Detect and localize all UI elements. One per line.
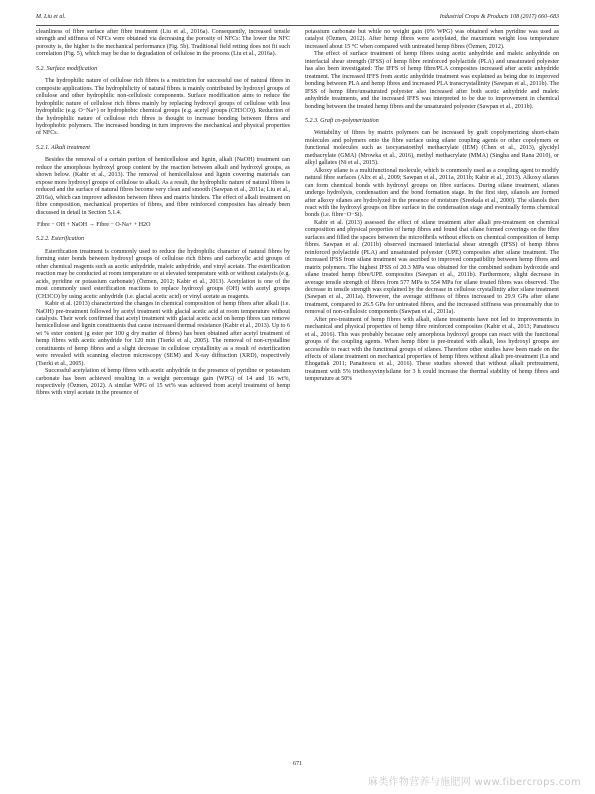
header-journal: Industrial Crops & Products 108 (2017) 660–683 xyxy=(439,14,559,20)
paragraph: Besides the removal of a certain portion of hemicellulose and lignin, alkali (NaOH) treatment can reduce the amorphous hydroxyl group content by the reaction between alkali and hydroxyl groups, as shown below. (Kabir et al., 2013). The removal of hemicellulose and lignin covering materials can expose more hydroxyl groups of cellulose to alkali. As a result, the hydrophilic nature of natural fibres is reduced and the surface of natural fibres become very clean and smooth (Sawpan et al., 2011a; Liu et al., 2016a), which can improve adhesion between fibres and matrix binders. The effect of alkali treatment on fibre composition, mechanical properties of fibres, and fibre reinforced composites has already been discussed in detail in Section 5.1.4. xyxy=(36,157,290,216)
paragraph: Alkoxy silane is a multifunctional molecule, which is commonly used as a coupling agent to modify natural fibre surfaces (Alix et al., 2009; Sawpan et al., 2011a, 2011b; Kabir et al., 2013). Alkoxy silanes can form chemical bonds with hydroxyl groups on fibre surfaces. During silane treatment, silanes undergo hydrolysis, condensation and the bond formation stage. In the first step, silanols are formed after alkoxy silanes are hydrolyzed in the presence of moisture (Sreekala et al., 2000). The silanols then react with the hydroxyl groups on fibre surface in the condensation stage and eventually forms chemical bonds (i.e. fibre−O−Si). xyxy=(305,167,559,219)
paragraph: cleanliness of fibre surface after fibre treatment (Liu et al., 2016a). Consequently, increased tensile strength and stiffness of NFCs were obtained via decreasing the porosity of NFCs: The lower the NFC porosity is, the higher is the mechanical performance (Fig. 5b). Traditional field retting does not fit such correlation (Fig. 5), which may be due to degradation of cellulose in the process (Liu et al., 2016a). xyxy=(36,29,290,58)
paragraph: The hydrophilic nature of cellulose rich fibres is a restriction for successful use of natural fibres in composite applications. The hydrophilicity of natural fibres is mainly contributed by hydroxyl groups of cellulose and other hydrophilic non-cellulosic components. Surface modification aims to reduce the hydrophilic nature of cellulose rich fibres mainly by replacing hydroxyl groups of cellulose with less hydrophilic (e.g. O−Na+) or hydrophobic chemical groups (e.g. acetyl groups (CH3CO)). Reduction of the hydrophilic nature of cellulose rich fibres is thought to increase bonding between fibres and hydrophobic polymers. The increased bonding in turn improves the mechanical and physical properties of NFCs. xyxy=(36,78,290,137)
paragraph: Successful acetylation of hemp fibres with acetic anhydride in the presence of pyridine or potassium carbonate has been achieved resulting in a weight percentage gain (WPG) of 14 and 16 wt%, respectively (Özmen, 2012). A similar WPG of 15 wt% was achieved from acetyl treatment of hemp fibres with vinyl acetate in the presence of xyxy=(36,368,290,397)
section-heading: 5.2.2. Esterification xyxy=(36,236,85,243)
paragraph: Kabir et al. (2013) characterized the changes in chemical composition of hemp fibres after alkali (i.e. NaOH) pre-treatment followed by acetyl treatment with glacial acetic acid at room temperature without catalysts. Their work confirmed that acetyl treatment with glacial acetic acid on hemp fibres can remove hemicellulose and lignin constituents that cause increased thermal resistance (Kabir et al., 2013). Up to 6 wt % ester content (g ester per 100 g dry matter of fibres) has been obtained after acetyl treatment of hemp fibres with acetic anhydride for 120 min (Tserki et al., 2005). The removal of non-crystalline constituents of hemp fibres and a slight decrease in cellulose crystallinity as a result of esterification were revealed with scanning electron microscopy (SEM) and X-ray diffraction (XRD), respectively (Tserki et al., 2005). xyxy=(36,301,290,367)
paragraph: After pre-treatment of hemp fibres with alkali, silane treatments have not led to improvements in mechanical and physical properties of hemp fibre reinforced composites (Kabir et al., 2013; Panaitescu et al., 2016). This was probably because only amorphous hydroxyl groups can react with the functional groups of the coupling agents. When hemp fibre is pre-treated with alkali, less hydroxyl groups are accessible to react with the functional groups of silanes. Therefore other studies have been made on the effects of silane treatment on mechanical properties of hemp fibres without alkali pre-treatment (Lu and Ehogatiak 2011; Panaitescu et al., 2016). These studies showed that without alkali pretreatment, treatment with 5% triethoxyvinylsilane for 3 h could increase the thermal stability of hemp fibres and temperature at 50% xyxy=(305,316,559,383)
section-heading: 5.2.3. Graft co-polymerization xyxy=(305,117,379,124)
paragraph: The effect of surface treatment of hemp fibres using acetic anhydride and maleic anhydride on interfacial shear strength (IFSS) of hemp fibre reinforced polylactide (PLA) and unsaturated polyester has also been investigated: The IFFS of hemp fibre/PLA composites increased after acetic anhydride treatment. The increased IFFS from acetic anhydride treatment was explained as being due to improved bonding between PLA and hemp fibres and increased PLA transcrystallinity (Sawpan et al., 2011b). The IFSS of hemp fibre/unsaturated polyester also increased after both acetic anhydride and maleic anhydride treatments, and the increased IFFS was interpreted to be due to improvement in chemical bonding between the treated hemp fibres and the unsaturated polyester (Sawpan et al., 2011b). xyxy=(305,51,559,110)
equation: Fibre − OH + NaOH → Fibre − O-Na+ + H2O xyxy=(37,221,151,228)
section-heading: 5.2. Surface modification xyxy=(36,65,98,72)
paragraph: potassium carbonate but while no weight gain (0% WPG) was obtained when pyridine was used as catalyst (Özmen, 2012). After hemp fibres were acetylated, the maximum weight loss temperature increased about 15 °C when compared with untreated hemp fibres (Özmen, 2012). xyxy=(305,29,559,50)
page-number: 671 xyxy=(293,761,302,767)
paragraph: Kabir et al. (2013) assessed the effect of silane treatment after alkali pre-treatment on chemical composition and physical properties of hemp fibres and found that silane formed coverings on the fibre surfaces and filled the spaces between the microfibrils without effects on chemical composition of hemp fibres. Sawpan et al. (2011b) observed increased interfacial shear strength (IFSS) of hemp fibres reinforced polylactide (PLA) and unsaturated polyester (UPE) composites after silane treatment. The increased IFSS from silane treatment was ascribed to improved compatibility between hemp fibres and matrix polymers. The highest IFSS of 20.3 MPa was obtained for the combined sodium hydroxide and silane treated hemp fibre/UPE composites (Sawpan et al., 2011b). Furthermore, slight decrease in average tensile strength of fibres from 577 MPa to 554 MPa for silane treated fibres was observed. The decrease in tensile strength was explained by the decrease in cellulose crystallinity after silane treatment (Sawpan et al., 2011a). However, the average stiffness of fibres increased to 29.9 GPa after silane treatment, compared to 26.5 GPa for untreated fibres, and the increased stiffness was presumably due to removal of non-cellulosic components (Sawpan et al., 2011a). xyxy=(305,219,559,316)
running-header xyxy=(36,14,559,20)
watermark: 麻类作物营养与施肥网 www.fibercrops.com xyxy=(368,777,581,788)
header-rule xyxy=(36,25,559,26)
left-column xyxy=(36,29,290,398)
right-column xyxy=(305,29,559,384)
header-authors: M. Liu et al. xyxy=(36,14,66,20)
section-heading: 5.2.1. Alkali treatment xyxy=(36,144,90,151)
paragraph: Wettability of fibres by matrix polymers can be increased by graft copolymerizing short-chain molecules and polymers onto the fibre surface using silane coupling agents or other copolymers or functional molecules such as isocyanatoethyl methacrylate (IEM) (Chen et al., 2013), glycidyl methacrylate (GMA) (Mrowka et al., 2016), methyl methacrylate (MMA) (Singha and Rana 2010), or alkyl gallates (Ni et al., 2015). xyxy=(305,130,559,167)
paragraph: Esterification treatment is commonly used to reduce the hydrophilic character of natural fibres by forming ester bonds between hydroxyl groups of cellulose rich fibres and carboxylic acid groups of other chemical reagents such as acetic anhydride, maleic anhydride, and vinyl acetate. The esterification reaction may be conducted at room temperature or at elevated temperature with or without catalysts (e.g. acids, pyridine or potassium carbonate) (Özmen, 2012; Kabir et al., 2013). Acetylation is one of the most commonly used esterification reactions to replace hydroxyl groups (OH) with acetyl groups (CH3CO) by using acetic anhydride (i.e. glacial acetic acid) or vinyl acetate as reagents. xyxy=(36,248,290,300)
